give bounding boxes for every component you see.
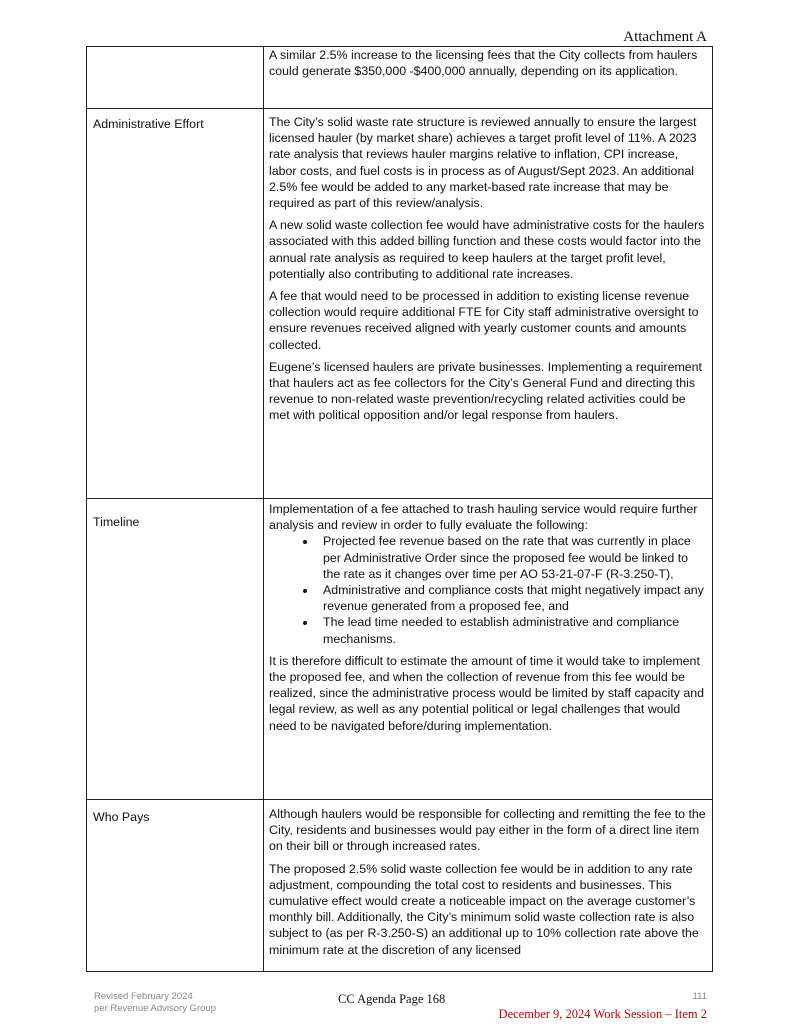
paragraph: The City’s solid waste rate structure is reviewed annually to ensure the largest licensed hauler (by market share) achieves a target profit level of 11%. A 2023 rate analysis that reviews hauler margins relative to inflation, CPI increase, labor costs, and fuel costs is in process as of August/Sept 2023. An additional 2.5% fee would be added to any market-based rate increase that may be required as part of this review/analysis. <box>269 115 697 211</box>
paragraph: A new solid waste collection fee would have administrative costs for the haulers associated with this added billing function and these costs would factor into the annual rate analysis as required to keep haulers at the target profit level, potentially also contributing to additional rate increases. <box>269 218 705 281</box>
agenda-page-label: CC Agenda Page 168 <box>338 992 446 1006</box>
attachment-label: Attachment A <box>623 29 707 45</box>
row-label <box>87 47 264 109</box>
row-content <box>264 499 713 800</box>
paragraph: Implementation of a fee attached to trash hauling service would require further analysis and review in order to fully evaluate the following: <box>269 502 698 533</box>
table-row <box>87 109 713 499</box>
paragraph: A fee that would need to be processed in addition to existing license revenue collection would require additional FTE for City staff administrative oversight to ensure revenues received aligned with yearly customer counts and amounts collected. <box>269 289 699 352</box>
row-label: Timeline <box>87 499 264 800</box>
revision-line: Revised February 2024 <box>94 991 193 1002</box>
paragraph: A similar 2.5% increase to the licensing fees that the City collects from haulers could generate $350,000 -$400,000 annually, depending on its application. <box>269 48 698 79</box>
row-content <box>264 47 713 109</box>
row-label: Who Pays <box>87 800 264 972</box>
paragraph: Although haulers would be responsible for collecting and remitting the fee to the City, residents and businesses would pay either in the form of a direct line item on their bill or through increased rates. <box>269 807 706 854</box>
fee-analysis-table <box>86 46 713 972</box>
list-item: • Projected fee revenue based on the rate that was currently in place per Administrative Order since the proposed fee would be linked to the rate as it changes over time per AO 53-21-07-F (R-3.250-T), <box>317 533 706 582</box>
table-row <box>87 47 713 109</box>
list-item: • Administrative and compliance costs that might negatively impact any revenue generated from a proposed fee, and <box>317 582 706 614</box>
paragraph: It is therefore difficult to estimate the amount of time it would take to implement the proposed fee, and when the collection of revenue from this fee would be realized, since the administrative process would be limited by staff capacity and legal review, as well as any potential political or legal challenges that would need to be navigated before/during implementation. <box>269 653 705 733</box>
revision-line: per Revenue Advisory Group <box>94 1002 216 1014</box>
work-session-label: December 9, 2024 Work Session – Item 2 <box>498 1007 707 1021</box>
row-content <box>264 800 713 972</box>
bullet-list <box>269 533 706 646</box>
row-content <box>264 109 713 499</box>
paragraph: Eugene’s licensed haulers are private businesses. Implementing a requirement that haulers act as fee collectors for the City’s General Fund and directing this revenue to non-related waste prevention/recycling related activities could be met with political opposition and/or legal response from haulers. <box>269 359 703 423</box>
paragraph: The proposed 2.5% solid waste collection fee would be in addition to any rate adjustment, compounding the total cost to residents and businesses. This cumulative effect would create a noticeable impact on the average customer’s monthly bill. Additionally, the City’s minimum solid waste collection rate is also subject to (as per R-3.250-S) an additional up to 10% collection rate above the minimum rate at the discretion of any licensed <box>269 861 699 957</box>
list-item: • The lead time needed to establish administrative and compliance mechanisms. <box>317 614 706 646</box>
table-row <box>87 499 713 800</box>
table-row <box>87 800 713 972</box>
revision-note <box>94 991 216 1014</box>
row-label: Administrative Effort <box>87 109 264 499</box>
page-number: 111 <box>692 991 707 1002</box>
